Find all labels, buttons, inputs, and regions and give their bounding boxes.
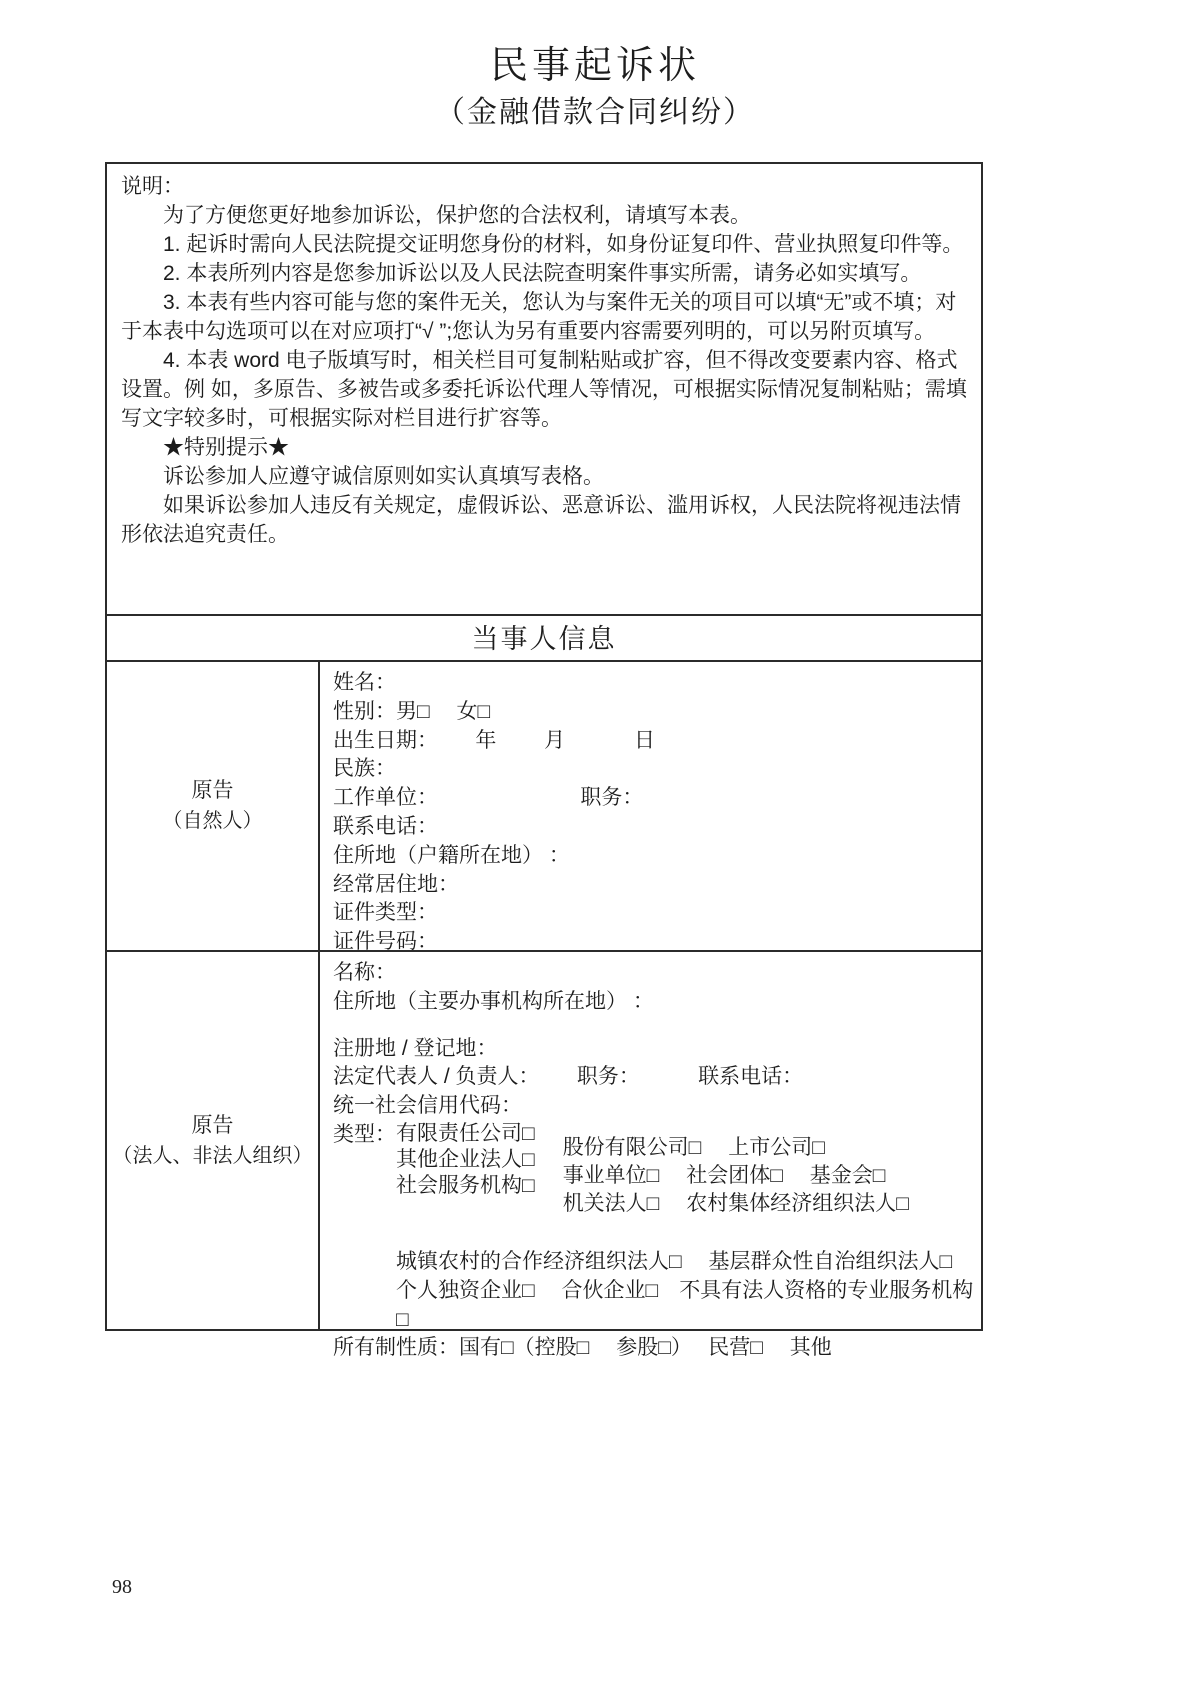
- plaintiff-label-line1: 原告: [191, 779, 234, 802]
- plaintiff-natural-row: [107, 660, 981, 954]
- plaintiff-label-line1: 原告: [191, 1113, 234, 1137]
- org-type-column-a: [396, 1121, 535, 1199]
- spacer: [333, 1017, 975, 1035]
- option-sole-proprietorship-partnership: 个人独资企业□ 合伙企业□ 不具有法人资格的专业服务机构□: [396, 1278, 974, 1331]
- plaintiff-label-line2: （法人、非法人组织）: [112, 1144, 313, 1167]
- org-type-options: [333, 1121, 975, 1218]
- notice-section: [107, 164, 981, 614]
- field-employer-title: 工作单位： 职务：: [333, 786, 644, 810]
- org-type-left-group: [333, 1121, 535, 1199]
- field-id-type: 证件类型：: [333, 901, 438, 925]
- field-org-domicile: 住所地（主要办事机构所在地） ：: [333, 989, 654, 1013]
- field-id-number: 证件号码：: [333, 930, 438, 954]
- page-number: 98: [112, 1576, 132, 1598]
- field-phone: 联系电话：: [333, 814, 438, 838]
- document-header: [156, 0, 1034, 136]
- option-limited-liability-company: 有限责任公司□: [396, 1121, 535, 1145]
- document-subtitle: （金融借款合同纠纷）: [435, 96, 755, 129]
- notice-line: 为了方便您更好地参加诉讼，保护您的合法权利，请填写本表。: [163, 204, 751, 227]
- plaintiff-label-line2: （自然人）: [162, 810, 263, 832]
- document-title: 民事起诉状: [489, 45, 700, 87]
- spacer: [333, 1218, 975, 1248]
- plaintiff-org-row: [107, 950, 981, 1360]
- field-org-credit-code: 统一社会信用代码：: [333, 1094, 522, 1118]
- notice-special-tip: ★特别提示★: [163, 436, 289, 459]
- notice-line: 1. 起诉时需向人民法院提交证明您身份的材料，如身份证复印件、营业执照复印件等。: [163, 233, 964, 256]
- field-ethnicity: 民族：: [333, 757, 396, 781]
- notice-line: 4. 本表 word 电子版填写时，相关栏目可复制粘贴或扩容，但不得改变要素内容、格式设置。例 如，多原告、多被告或多委托诉讼代理人等情况，可根据实际情况复制粘贴；需填写文字较多时，可根据实际对栏目进行扩容等。: [121, 349, 967, 430]
- plaintiff-natural-label: [107, 662, 320, 950]
- field-habitual-residence: 经常居住地：: [333, 872, 459, 896]
- field-residence: 住所地（户籍所在地） ：: [333, 843, 570, 867]
- field-ownership-nature: 所有制性质：国有□（控股□ 参股□） 民营□ 其他: [333, 1336, 832, 1360]
- option-state-organ-rural-collective: 机关法人□ 农村集体经济组织法人□: [562, 1191, 909, 1215]
- org-type-column-b: [563, 1134, 909, 1218]
- notice-line: 3. 本表有些内容可能与您的案件无关，您认为与案件无关的项目可以填“无”或不填；对于本表中勾选项可以在对应项打“√ ”;您认为另有重要内容需要列明的，可以另附页填写。: [121, 291, 957, 343]
- notice-heading: 说明：: [121, 175, 184, 198]
- plaintiff-natural-fields: [320, 662, 981, 954]
- field-name: 姓名：: [333, 671, 396, 694]
- field-org-legal-rep: 法定代表人 / 负责人： 职务： 联系电话：: [333, 1065, 804, 1089]
- party-info-header: 当事人信息: [107, 614, 981, 660]
- option-other-enterprise-legal-person: 其他企业法人□: [396, 1147, 535, 1171]
- notice-line: 2. 本表所列内容是您参加诉讼以及人民法院查明案件事实所需，请务必如实填写。: [163, 262, 922, 285]
- plaintiff-org-label: [107, 952, 320, 1329]
- field-org-registered-place: 注册地 / 登记地：: [333, 1036, 498, 1060]
- field-birthdate: 出生日期： 年 月 日: [333, 728, 656, 752]
- org-type-label: 类型：: [333, 1122, 396, 1146]
- field-gender: 性别：男□ 女□: [333, 699, 491, 723]
- option-joint-stock-listed-company: 股份有限公司□ 上市公司□: [562, 1135, 825, 1159]
- notice-line: 如果诉讼参加人违反有关规定，虚假诉讼、恶意诉讼、滥用诉权，人民法院将视违法情形依法追究责任。: [121, 494, 961, 546]
- plaintiff-org-fields: [320, 952, 981, 1360]
- option-cooperative-autonomous-org: 城镇农村的合作经济组织法人□ 基层群众性自治组织法人□: [396, 1249, 953, 1273]
- field-org-name: 名称：: [333, 961, 396, 984]
- notice-line: 诉讼参加人应遵守诚信原则如实认真填写表格。: [163, 465, 604, 488]
- complaint-form-table: [105, 162, 983, 1360]
- option-institution-social-group-foundation: 事业单位□ 社会团体□ 基金会□: [562, 1163, 886, 1187]
- option-social-service-org: 社会服务机构□: [396, 1173, 535, 1197]
